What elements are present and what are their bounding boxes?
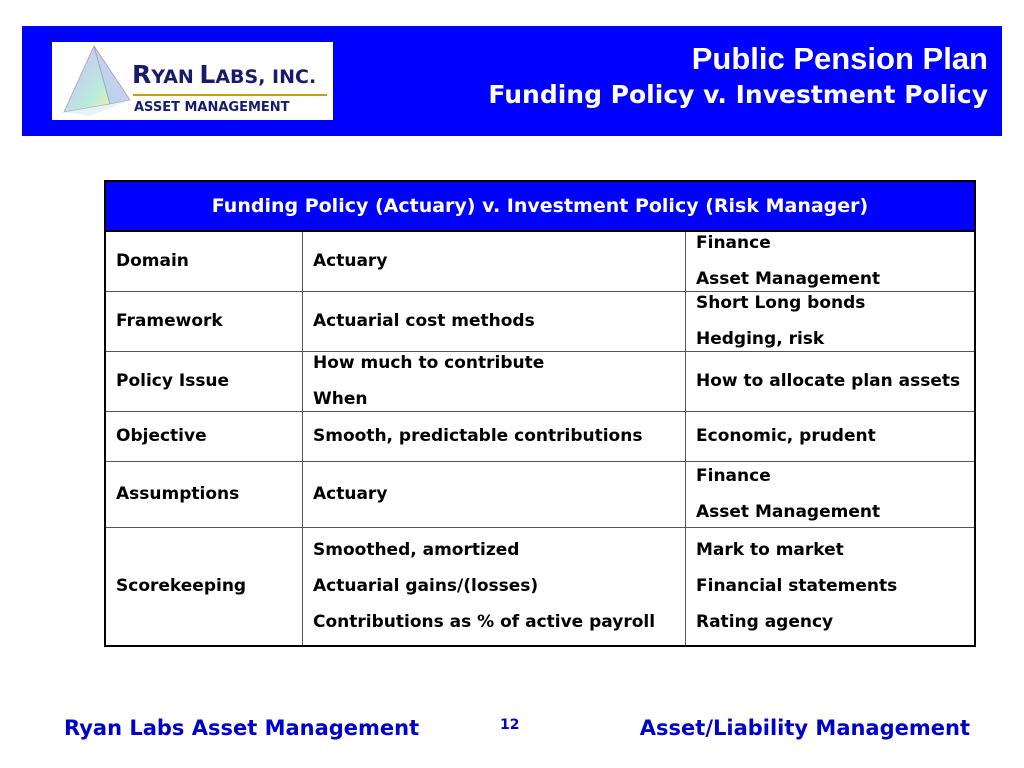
logo-letters: ABS, INC. xyxy=(215,66,317,88)
policy-comparison-table xyxy=(104,180,976,647)
cell-line: Financial statements xyxy=(696,576,898,597)
funding-cell xyxy=(303,231,686,291)
row-label: Assumptions xyxy=(105,461,303,527)
cell-line: When xyxy=(313,389,368,409)
footer-topic: Asset/Liability Management xyxy=(639,716,970,740)
logo-letter: L xyxy=(199,60,216,89)
row-label: Framework xyxy=(105,291,303,351)
cell-line: Asset Management xyxy=(696,269,881,290)
investment-cell xyxy=(686,231,976,291)
cell-line: Actuary xyxy=(313,251,388,272)
cell-line: Actuarial cost methods xyxy=(313,311,535,331)
funding-cell xyxy=(303,351,686,411)
cell-line: Finance xyxy=(696,466,771,486)
pyramid-logo-icon xyxy=(60,44,132,118)
table-row xyxy=(105,461,975,527)
funding-cell xyxy=(303,527,686,646)
logo-tagline: ASSET MANAGEMENT xyxy=(134,100,290,115)
cell-line: Actuarial gains/(losses) xyxy=(313,576,539,597)
funding-cell xyxy=(303,461,686,527)
investment-cell xyxy=(686,527,976,646)
cell-line: Smooth, predictable contributions xyxy=(313,426,643,446)
cell-line: Smoothed, amortized xyxy=(313,540,520,561)
table-row xyxy=(105,351,975,411)
company-logo xyxy=(52,42,333,120)
row-label: Policy Issue xyxy=(105,351,303,411)
row-label: Domain xyxy=(105,231,303,291)
investment-cell xyxy=(686,291,976,351)
cell-line: How to allocate plan assets xyxy=(696,371,961,391)
cell-line: How much to contribute xyxy=(313,353,545,373)
logo-company-name xyxy=(132,60,316,90)
logo-divider xyxy=(133,94,327,96)
page-number: 12 xyxy=(500,717,520,733)
footer-company: Ryan Labs Asset Management xyxy=(64,716,420,740)
cell-line: Rating agency xyxy=(696,612,834,633)
logo-letters: YAN xyxy=(151,66,194,88)
table-row xyxy=(105,231,975,291)
cell-line: Economic, prudent xyxy=(696,426,876,446)
cell-line: Mark to market xyxy=(696,540,844,561)
investment-cell xyxy=(686,411,976,461)
table-header-row xyxy=(105,181,975,231)
slide-subtitle: Funding Policy v. Investment Policy xyxy=(488,80,988,109)
investment-cell xyxy=(686,351,976,411)
row-label: Objective xyxy=(105,411,303,461)
slide-title: Public Pension Plan xyxy=(691,41,988,76)
table-row xyxy=(105,527,975,646)
cell-line: Asset Management xyxy=(696,502,881,522)
cell-line: Actuary xyxy=(313,484,388,504)
funding-cell xyxy=(303,291,686,351)
table-heading: Funding Policy (Actuary) v. Investment Policy (Risk Manager) xyxy=(105,181,975,231)
header-banner xyxy=(22,26,1002,136)
investment-cell xyxy=(686,461,976,527)
row-label: Scorekeeping xyxy=(105,527,303,646)
cell-line: Contributions as % of active payroll xyxy=(313,612,656,633)
cell-line: Hedging, risk xyxy=(696,329,825,349)
cell-line: Short Long bonds xyxy=(696,293,866,313)
logo-letter: R xyxy=(132,60,152,89)
table-row xyxy=(105,411,975,461)
cell-line: Finance xyxy=(696,233,771,254)
table-row xyxy=(105,291,975,351)
funding-cell xyxy=(303,411,686,461)
